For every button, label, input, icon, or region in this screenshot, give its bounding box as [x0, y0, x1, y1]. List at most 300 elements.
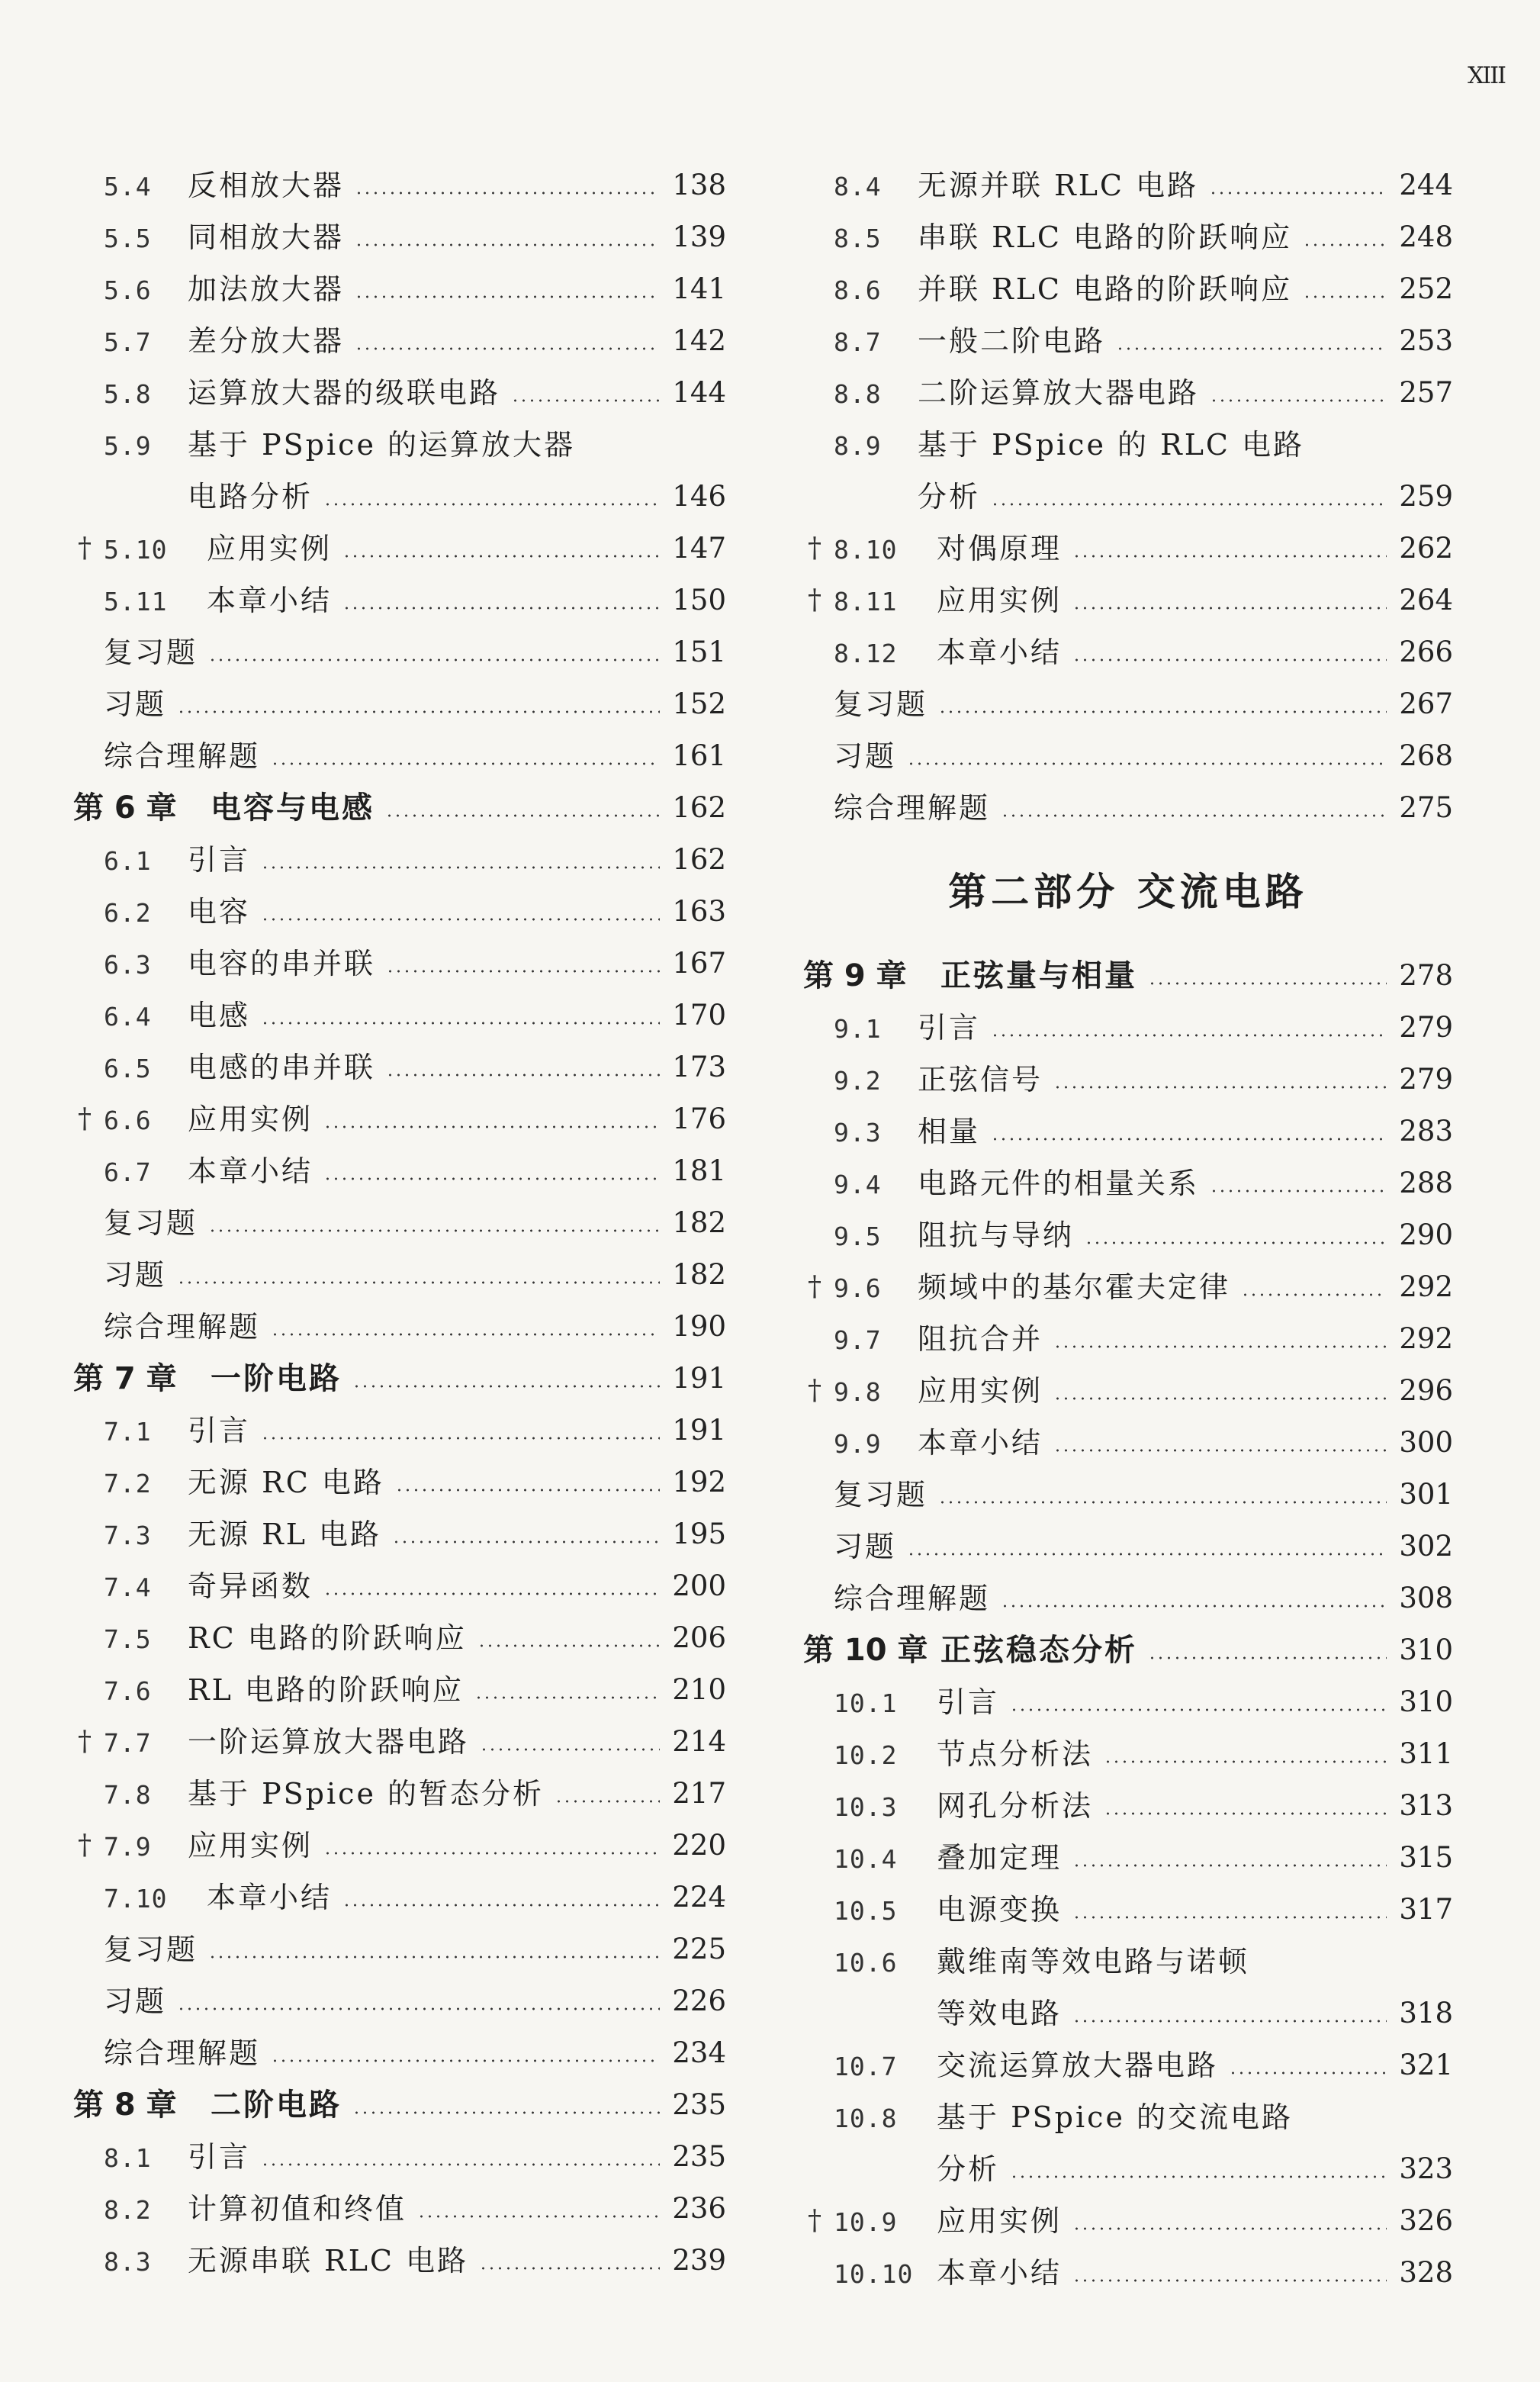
dot-leader — [1001, 814, 1387, 817]
section-number: 6.6 — [104, 1106, 152, 1135]
dot-leader — [352, 1385, 660, 1388]
page-ref: 214 — [672, 1725, 726, 1758]
section-number: 8.7 — [834, 327, 882, 357]
toc-entry[interactable] — [803, 1365, 1453, 1417]
entry-title: 复习题 — [104, 636, 198, 669]
dot-leader — [479, 2267, 660, 2270]
entry-title: 电路元件的相量关系 — [918, 1167, 1200, 1200]
dot-leader — [323, 1592, 660, 1595]
section-number: 7.2 — [104, 1469, 152, 1498]
section-number: 8.9 — [834, 431, 882, 461]
dot-leader — [208, 1955, 660, 1959]
section-number: 5.4 — [104, 172, 152, 201]
section-number: 8.3 — [104, 2247, 152, 2277]
dot-leader — [1104, 1760, 1387, 1763]
dot-leader — [991, 1138, 1387, 1141]
entry-title: 电容与电感 — [211, 790, 375, 826]
dot-leader — [261, 1437, 660, 1440]
entry-title: RL 电路的阶跃响应 — [188, 1673, 464, 1707]
page-ref: 210 — [672, 1673, 726, 1706]
section-number: 9.7 — [834, 1325, 882, 1355]
entry-title: 本章小结 — [937, 636, 1063, 669]
page-ref: 248 — [1399, 220, 1453, 253]
dot-leader — [271, 1333, 660, 1336]
entry-title: 复习题 — [834, 1478, 928, 1511]
toc-entry[interactable] — [73, 211, 726, 263]
toc-entry[interactable] — [73, 1093, 726, 1145]
entry-title: 复习题 — [104, 1933, 198, 1966]
dot-leader — [1209, 192, 1387, 195]
page-ref: 170 — [672, 999, 726, 1032]
page-ref: 167 — [672, 947, 726, 980]
dot-leader — [395, 1489, 661, 1492]
dot-leader — [555, 1800, 660, 1803]
toc-entry[interactable] — [803, 315, 1453, 367]
page-ref: 311 — [1399, 1737, 1453, 1770]
page-ref: 328 — [1399, 2256, 1453, 2289]
dot-leader — [261, 1022, 660, 1025]
section-number: 9.3 — [834, 1118, 882, 1148]
toc-entry[interactable] — [73, 1041, 726, 1093]
toc-entry[interactable] — [73, 886, 726, 938]
page-ref: 191 — [672, 1414, 726, 1447]
dot-leader — [1053, 1449, 1387, 1452]
entry-title: 本章小结 — [918, 1426, 1043, 1460]
page-ref: 315 — [1399, 1841, 1453, 1874]
page-ref: 151 — [672, 636, 726, 668]
dot-leader — [352, 2111, 660, 2114]
entry-title: 叠加定理 — [937, 1841, 1063, 1875]
section-number: 7.4 — [104, 1572, 152, 1602]
page-ref: 283 — [1399, 1115, 1453, 1148]
toc-entry[interactable] — [73, 1301, 726, 1353]
toc-entry[interactable] — [73, 263, 726, 315]
entry-title: 习题 — [834, 1530, 897, 1563]
toc-entry[interactable] — [803, 419, 1453, 471]
toc-entry[interactable] — [73, 2131, 726, 2183]
toc-entry[interactable] — [73, 1872, 726, 1923]
page-ref: 302 — [1399, 1530, 1453, 1563]
page-ref: 206 — [672, 1621, 726, 1654]
toc-entry[interactable] — [73, 1457, 726, 1508]
toc-entry[interactable] — [73, 938, 726, 990]
toc-entry[interactable] — [73, 1249, 726, 1301]
entry-title: 无源串联 RLC 电路 — [188, 2244, 469, 2277]
entry-title: 阻抗与导纳 — [918, 1218, 1075, 1252]
dot-leader — [1104, 1812, 1387, 1815]
page-ref: 139 — [672, 220, 726, 253]
dot-leader — [511, 399, 660, 402]
dot-leader — [208, 1229, 660, 1232]
section-number: 10.1 — [834, 1688, 898, 1718]
entry-title: 复习题 — [104, 1206, 198, 1240]
entry-title: 分析 — [937, 2152, 1000, 2186]
dot-leader — [1072, 607, 1387, 610]
dot-leader — [1303, 243, 1387, 246]
toc-entry[interactable] — [73, 730, 726, 782]
toc-entry[interactable] — [803, 1209, 1453, 1261]
dot-leader — [1210, 1189, 1387, 1193]
toc-entry[interactable] — [73, 1768, 726, 1820]
section-number: 10.4 — [834, 1844, 898, 1874]
toc-entry[interactable] — [803, 2091, 1453, 2143]
dot-leader — [1001, 1605, 1387, 1608]
dot-leader — [1072, 1916, 1387, 1919]
entry-title: 戴维南等效电路与诺顿 — [937, 1945, 1250, 1978]
entry-title: 基于 PSpice 的运算放大器 — [188, 428, 576, 462]
toc-chapter-entry[interactable] — [803, 950, 1453, 1002]
page-ref: 310 — [1399, 1634, 1453, 1666]
dot-leader — [177, 2007, 660, 2010]
toc-entry[interactable] — [73, 1923, 726, 1975]
section-number: 5.7 — [104, 327, 152, 357]
section-number: 9.4 — [834, 1170, 882, 1199]
section-number: 9.8 — [834, 1377, 882, 1407]
page-ref: 317 — [1399, 1893, 1453, 1926]
toc-entry[interactable] — [73, 678, 726, 730]
page-ref: 138 — [672, 169, 726, 201]
section-number: 6.2 — [104, 898, 152, 928]
toc-entry[interactable] — [803, 1261, 1453, 1313]
dagger-marker: † — [808, 2205, 821, 2236]
section-number: 8.6 — [834, 275, 882, 305]
section-number: 7.8 — [104, 1780, 152, 1810]
toc-entry[interactable] — [73, 575, 726, 626]
page-ref: 200 — [672, 1569, 726, 1602]
entry-title: 阻抗合并 — [918, 1322, 1043, 1356]
toc-entry[interactable] — [73, 2235, 726, 2287]
toc-entry[interactable] — [73, 1405, 726, 1457]
toc-chapter-entry[interactable] — [73, 1353, 726, 1405]
dot-leader — [261, 918, 660, 921]
part-heading: 第二部分 交流电路 — [948, 869, 1308, 914]
page-ref: 318 — [1399, 1997, 1453, 2030]
page-ref: 292 — [1399, 1322, 1453, 1355]
toc-entry[interactable] — [73, 626, 726, 678]
page-ref: 190 — [672, 1310, 726, 1343]
dot-leader — [1053, 1397, 1387, 1400]
page-ref: 162 — [672, 843, 726, 876]
toc-entry[interactable] — [803, 678, 1453, 730]
entry-title: 交流运算放大器电路 — [937, 2049, 1219, 2082]
section-number: 7.9 — [104, 1832, 152, 1862]
entry-title: 综合理解题 — [834, 1582, 991, 1615]
toc-entry[interactable] — [803, 1832, 1453, 1884]
toc-entry[interactable] — [803, 1728, 1453, 1780]
dot-leader — [392, 1540, 660, 1543]
entry-title: 一般二阶电路 — [918, 324, 1106, 358]
dagger-marker: † — [78, 1103, 92, 1135]
entry-title: 综合理解题 — [104, 739, 261, 773]
section-number: 8.1 — [104, 2143, 152, 2173]
page-ref: 310 — [1399, 1685, 1453, 1718]
dot-leader — [342, 607, 660, 610]
toc-entry[interactable] — [803, 1313, 1453, 1365]
toc-entry[interactable] — [803, 523, 1453, 575]
entry-title: 基于 PSpice 的 RLC 电路 — [918, 428, 1305, 462]
section-number: 10.2 — [834, 1740, 898, 1770]
dot-leader — [1229, 2071, 1387, 2075]
dot-leader — [177, 1281, 660, 1284]
dot-leader — [1148, 1656, 1387, 1659]
section-number: 6.5 — [104, 1054, 152, 1083]
toc-entry[interactable] — [803, 1469, 1453, 1521]
entry-title: 正弦稳态分析 — [940, 1633, 1137, 1668]
dot-leader — [355, 347, 660, 350]
entry-title: 节点分析法 — [937, 1737, 1094, 1771]
toc-entry[interactable] — [73, 315, 726, 367]
dagger-marker: † — [808, 533, 821, 564]
entry-title: 运算放大器的级联电路 — [188, 376, 501, 410]
toc-entry[interactable] — [73, 159, 726, 211]
section-number: 10.3 — [834, 1792, 898, 1822]
toc-entry[interactable] — [73, 990, 726, 1041]
entry-title: 反相放大器 — [188, 169, 345, 202]
toc-entry[interactable] — [73, 2183, 726, 2235]
dot-leader — [271, 762, 660, 765]
section-number: 9.9 — [834, 1429, 882, 1459]
dot-leader — [1072, 555, 1387, 558]
dot-leader — [355, 243, 660, 246]
toc-entry[interactable] — [73, 1612, 726, 1664]
entry-title: 基于 PSpice 的暂态分析 — [188, 1777, 545, 1811]
page-ref: 268 — [1399, 739, 1453, 772]
dot-leader — [1072, 2020, 1387, 2023]
entry-title: 无源 RC 电路 — [188, 1466, 384, 1499]
page-ref: 150 — [672, 584, 726, 616]
toc-entry[interactable] — [73, 1560, 726, 1612]
dagger-marker: † — [808, 1375, 821, 1406]
page-ref: 253 — [1399, 324, 1453, 357]
page-ref: 144 — [672, 376, 726, 409]
entry-title: 复习题 — [834, 687, 928, 721]
entry-title: 习题 — [104, 1984, 167, 2018]
toc-entry[interactable] — [803, 2247, 1453, 2299]
entry-title: 综合理解题 — [104, 2036, 261, 2070]
toc-entry[interactable] — [803, 1936, 1453, 1988]
dagger-marker: † — [78, 1830, 92, 1861]
entry-title: 引言 — [937, 1685, 1000, 1719]
toc-entry[interactable] — [803, 1157, 1453, 1209]
entry-title: 引言 — [188, 2140, 251, 2174]
page-ref: 220 — [672, 1829, 726, 1862]
toc-entry[interactable] — [803, 1521, 1453, 1572]
toc-entry[interactable] — [73, 523, 726, 575]
toc-entry[interactable] — [73, 367, 726, 419]
toc-chapter-entry[interactable] — [73, 782, 726, 834]
dot-leader — [907, 1553, 1387, 1556]
page-ref: 163 — [672, 895, 726, 928]
toc-entry[interactable] — [803, 1676, 1453, 1728]
toc-entry[interactable] — [73, 834, 726, 886]
dot-leader — [1072, 2279, 1387, 2282]
entry-title: 串联 RLC 电路的阶跃响应 — [918, 220, 1293, 254]
section-number: 6.3 — [104, 950, 152, 980]
page-ref: 217 — [672, 1777, 726, 1810]
dot-leader — [342, 555, 660, 558]
page-ref: 279 — [1399, 1011, 1453, 1044]
toc-entry[interactable] — [73, 1975, 726, 2027]
page-ref: 252 — [1399, 272, 1453, 305]
toc-entry[interactable] — [803, 1054, 1453, 1106]
toc-entry[interactable] — [803, 1572, 1453, 1624]
toc-entry[interactable] — [803, 575, 1453, 626]
toc-chapter-entry[interactable] — [73, 2079, 726, 2131]
dot-leader — [1210, 399, 1387, 402]
section-number: 6.4 — [104, 1002, 152, 1032]
toc-right-bottom — [803, 950, 1453, 2299]
page-ref: 161 — [672, 739, 726, 772]
toc-entry[interactable] — [803, 367, 1453, 419]
dot-leader — [474, 1696, 660, 1699]
toc-entry[interactable] — [803, 159, 1453, 211]
section-number: 7.10 — [104, 1884, 168, 1914]
dot-leader — [1010, 2175, 1387, 2178]
entry-title: 无源并联 RLC 电路 — [918, 169, 1199, 202]
dot-leader — [261, 2163, 660, 2166]
section-number: 6.7 — [104, 1157, 152, 1187]
toc-entry[interactable] — [73, 2027, 726, 2079]
dagger-marker: † — [78, 1726, 92, 1757]
page-ref: 176 — [672, 1102, 726, 1135]
toc-entry[interactable] — [73, 1820, 726, 1872]
section-number: 10.6 — [834, 1948, 898, 1978]
dot-leader — [1053, 1345, 1387, 1348]
toc-entry[interactable] — [803, 730, 1453, 782]
entry-title: 电路分析 — [188, 480, 313, 513]
toc-entry[interactable] — [803, 782, 1453, 834]
toc-entry[interactable] — [803, 1417, 1453, 1469]
page-ref: 301 — [1399, 1478, 1453, 1511]
section-number: 5.5 — [104, 224, 152, 253]
entry-title: 正弦信号 — [918, 1063, 1043, 1096]
page-ref: 275 — [1399, 791, 1453, 824]
page-ref: 225 — [672, 1933, 726, 1965]
entry-title: 应用实例 — [188, 1829, 313, 1862]
page-ref: 267 — [1399, 687, 1453, 720]
toc-entry[interactable] — [73, 1197, 726, 1249]
section-number: 8.4 — [834, 172, 882, 201]
entry-title: 本章小结 — [937, 2256, 1063, 2290]
entry-title: 引言 — [188, 843, 251, 877]
section-number: 8.11 — [834, 587, 898, 616]
page-ref: 266 — [1399, 636, 1453, 668]
chapter-number: 第 6 章 — [73, 790, 177, 826]
dot-leader — [1241, 1293, 1387, 1296]
dot-leader — [323, 503, 660, 506]
dot-leader — [417, 2215, 660, 2218]
page-ref: 146 — [672, 480, 726, 513]
entry-title: 一阶电路 — [211, 1361, 342, 1396]
toc-entry[interactable] — [73, 471, 726, 523]
entry-title: 电容的串并联 — [188, 947, 376, 980]
entry-title: 加法放大器 — [188, 272, 345, 306]
entry-title: 应用实例 — [937, 584, 1063, 617]
dot-leader — [991, 503, 1387, 506]
page-ref: 141 — [672, 272, 726, 305]
entry-title: 二阶运算放大器电路 — [918, 376, 1200, 410]
entry-title: 基于 PSpice 的交流电路 — [937, 2100, 1294, 2134]
entry-title: 差分放大器 — [188, 324, 345, 358]
section-number: 9.5 — [834, 1222, 882, 1251]
toc-entry[interactable] — [73, 1508, 726, 1560]
dagger-marker: † — [808, 584, 821, 616]
toc-entry[interactable] — [803, 2195, 1453, 2247]
toc-entry[interactable] — [803, 1988, 1453, 2039]
page-ref: 257 — [1399, 376, 1453, 409]
chapter-number: 第 10 章 — [803, 1633, 928, 1668]
section-number: 7.1 — [104, 1417, 152, 1447]
toc-entry[interactable] — [803, 1884, 1453, 1936]
section-number: 9.1 — [834, 1014, 882, 1044]
toc-entry[interactable] — [73, 419, 726, 471]
toc-entry[interactable] — [803, 1002, 1453, 1054]
toc-entry[interactable] — [73, 1664, 726, 1716]
dot-leader — [1085, 1241, 1387, 1244]
entry-title: 本章小结 — [207, 1881, 333, 1914]
toc-chapter-entry[interactable] — [803, 1624, 1453, 1676]
toc-entry[interactable] — [803, 626, 1453, 678]
section-number: 5.6 — [104, 275, 152, 305]
dot-leader — [385, 814, 660, 817]
entry-title: 分析 — [918, 480, 981, 513]
chapter-number: 第 7 章 — [73, 1361, 177, 1396]
toc-entry[interactable] — [73, 1145, 726, 1197]
toc-entry[interactable] — [803, 471, 1453, 523]
page-ref: 195 — [672, 1518, 726, 1550]
entry-title: 相量 — [918, 1115, 981, 1148]
section-number: 10.10 — [834, 2259, 914, 2289]
page-number: XIII — [1468, 63, 1505, 89]
section-number: 7.6 — [104, 1676, 152, 1706]
page-ref: 296 — [1399, 1374, 1453, 1407]
page-ref: 290 — [1399, 1218, 1453, 1251]
dot-leader — [1148, 982, 1387, 985]
dot-leader — [355, 295, 660, 298]
page-ref: 262 — [1399, 532, 1453, 565]
chapter-number: 第 9 章 — [803, 958, 907, 993]
toc-entry[interactable] — [803, 2143, 1453, 2195]
toc-right-top — [803, 159, 1453, 834]
dot-leader — [1010, 1708, 1387, 1711]
page-ref: 235 — [672, 2088, 726, 2121]
entry-title: 本章小结 — [207, 584, 333, 617]
section-number: 8.12 — [834, 639, 898, 668]
page-ref: 321 — [1399, 2049, 1453, 2081]
dot-leader — [386, 970, 660, 973]
page-ref: 279 — [1399, 1063, 1453, 1096]
entry-title: 并联 RLC 电路的阶跃响应 — [918, 272, 1293, 306]
dot-leader — [271, 2059, 660, 2062]
section-number: 8.10 — [834, 535, 898, 565]
dot-leader — [1072, 658, 1387, 661]
entry-title: 奇异函数 — [188, 1569, 313, 1603]
dot-leader — [323, 1852, 660, 1855]
chapter-number: 第 8 章 — [73, 2087, 177, 2123]
toc-entry[interactable] — [803, 2039, 1453, 2091]
page-ref: 162 — [672, 791, 726, 824]
dot-leader — [177, 710, 660, 713]
page-ref: 292 — [1399, 1270, 1453, 1303]
section-number: 7.3 — [104, 1521, 152, 1550]
dot-leader — [261, 866, 660, 869]
toc-entry[interactable] — [803, 1780, 1453, 1832]
page-ref: 288 — [1399, 1167, 1453, 1199]
toc-entry[interactable] — [803, 211, 1453, 263]
toc-entry[interactable] — [803, 263, 1453, 315]
toc-entry[interactable] — [803, 1106, 1453, 1157]
toc-entry[interactable] — [73, 1716, 726, 1768]
